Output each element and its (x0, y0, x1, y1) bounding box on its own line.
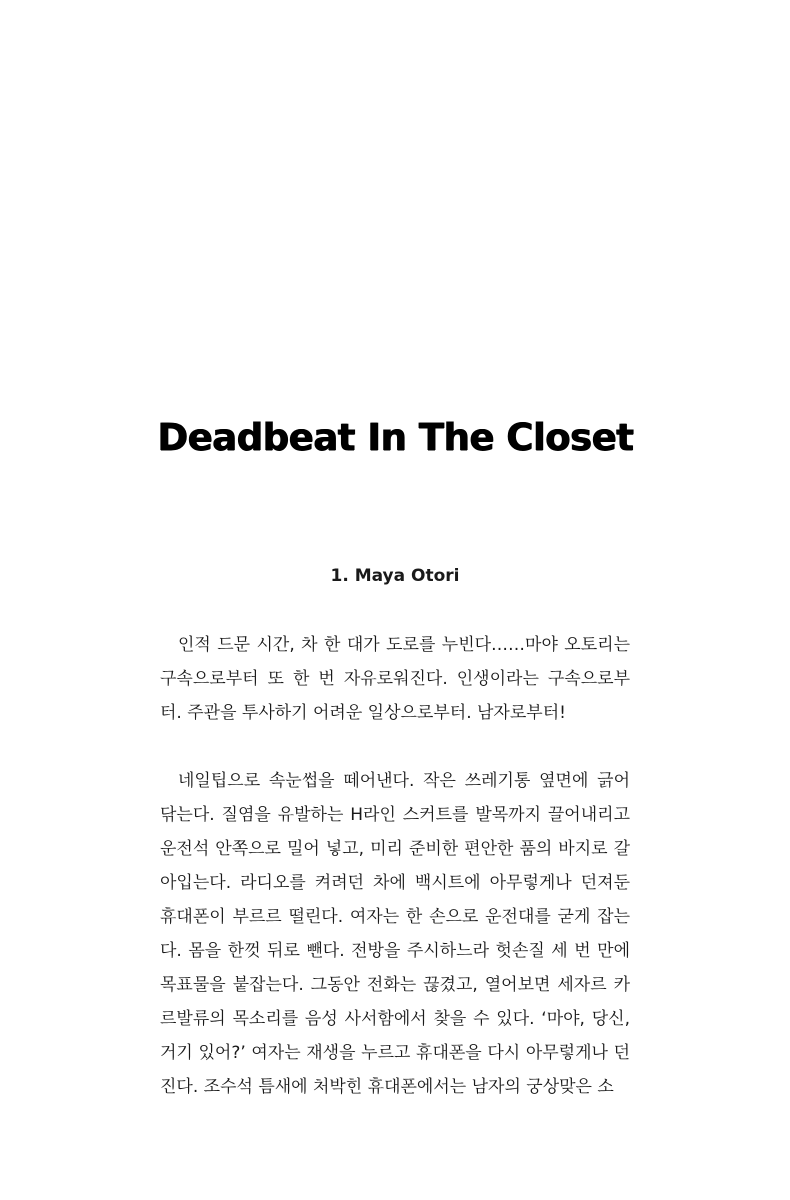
chapter-heading: 1. Maya Otori (330, 566, 460, 586)
paragraph: 네일팁으로 속눈썹을 떼어낸다. 작은 쓰레기통 옆면에 긁어 닦는다. 질염을 유발하는 H라인 스커트를 발목까지 끌어내리고 운전석 안쪽으로 밀어 넣고, 미리 준비한 편안한 품의 바지로 갈아입는다. 라디오를 켜려던 차에 백시트에 아무렇게나 던져둔 휴대폰이 부르르 떨린다. 여자는 한 손으로 운전대를 굳게 잡는다. 몸을 한껏 뒤로 뺀다. 전방을 주시하느라 헛손질 세 번 만에 목표물을 붙잡는다. 그동안 전화는 끊겼고, 열어보면 세자르 카르발류의 목소리를 음성 사서함에서 찾을 수 있다. ‘마야, 당신, 거기 있어?’ 여자는 재생을 누르고 휴대폰을 다시 아무렇게나 던진다. 조수석 틈새에 처박힌 휴대폰에서는 남자의 궁상맞은 소 (160, 771, 630, 1097)
page-title: Deadbeat In The Closet (157, 416, 633, 459)
paragraph: 인적 드문 시간, 차 한 대가 도로를 누빈다……마야 오토리는 구속으로부터 또 한 번 자유로워진다. 인생이라는 구속으로부터. 주관을 투사하기 어려운 일상으로부터. 남자로부터! (160, 635, 630, 723)
